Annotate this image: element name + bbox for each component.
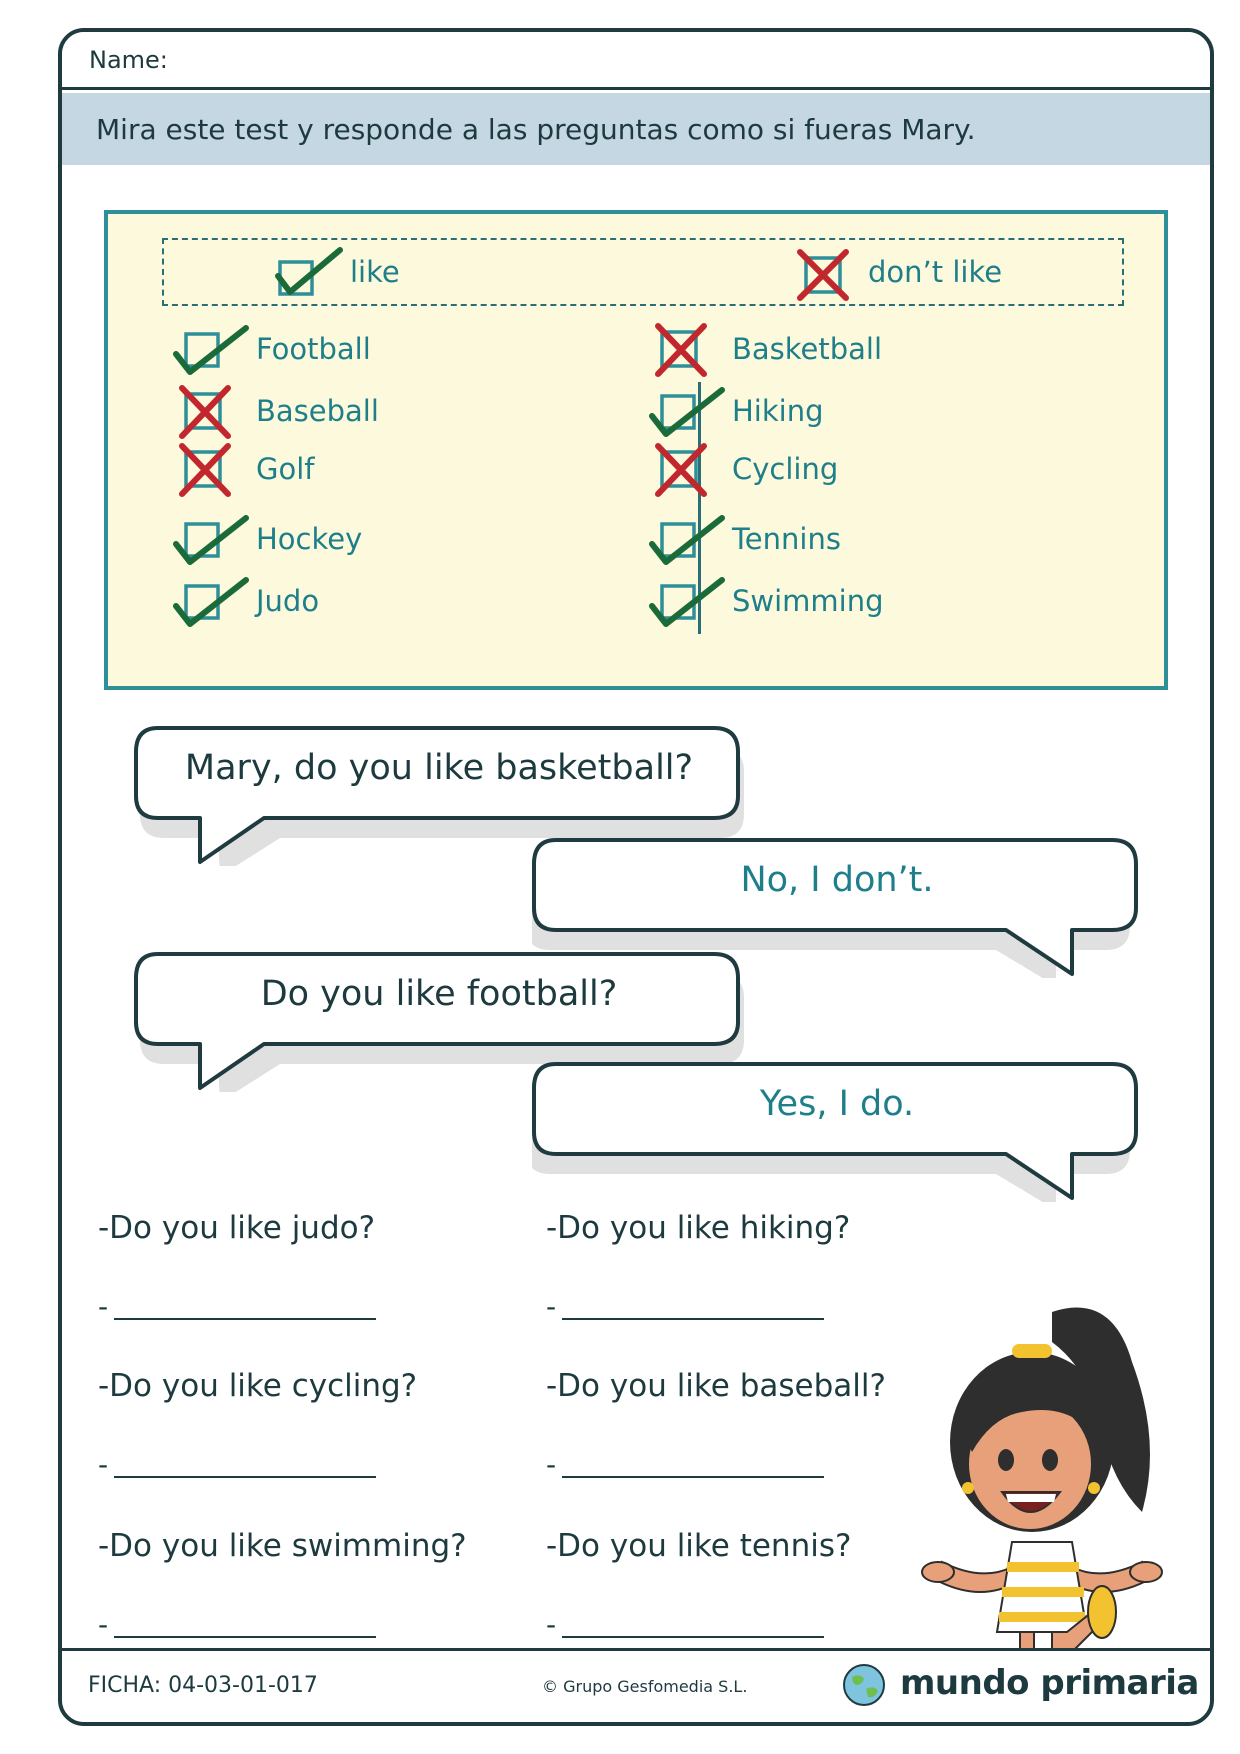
- sport-item: [648, 512, 988, 568]
- question-cycling: -Do you like cycling?: [98, 1368, 418, 1404]
- sport-item: [648, 574, 988, 630]
- question-hiking: -Do you like hiking?: [546, 1210, 851, 1246]
- answer-field-baseball[interactable]: [546, 1444, 826, 1481]
- check-box-icon: [648, 512, 728, 568]
- footer: [62, 1648, 1210, 1722]
- sport-label: Swimming: [732, 584, 884, 618]
- check-box-icon: [648, 574, 728, 630]
- preferences-test-box: [104, 210, 1168, 690]
- sport-item: [172, 322, 512, 378]
- legend-dislike-label: don’t like: [868, 255, 1003, 289]
- cross-box-icon: [172, 442, 252, 498]
- check-box-icon: [172, 322, 252, 378]
- instruction-text: Mira este test y responde a las preguntas como si fueras Mary.: [96, 113, 976, 146]
- answer-field-judo[interactable]: [98, 1286, 378, 1323]
- bubble-text: Yes, I do.: [759, 1084, 915, 1124]
- legend-like-label: like: [350, 255, 400, 289]
- sport-label: Cycling: [732, 452, 839, 486]
- like-mark: [172, 574, 252, 630]
- like-mark: [172, 512, 252, 568]
- name-label: Name:: [89, 46, 168, 74]
- dislike-mark: [648, 442, 728, 498]
- check-box-icon: [172, 512, 252, 568]
- answer-bubble: [532, 1062, 1142, 1202]
- sport-label: Golf: [256, 452, 315, 486]
- dislike-mark: [172, 442, 252, 498]
- check-box-icon: [274, 246, 346, 302]
- answer-prefix: -: [546, 1608, 557, 1641]
- dislike-mark: [172, 384, 252, 440]
- answer-prefix: -: [98, 1290, 109, 1323]
- question-tennis: -Do you like tennis?: [546, 1528, 852, 1564]
- name-bar: [62, 32, 1210, 90]
- sport-label: Basketball: [732, 332, 883, 366]
- sport-item: [648, 384, 988, 440]
- cross-box-icon: [794, 246, 866, 302]
- answer-field-hiking[interactable]: [546, 1286, 826, 1323]
- answer-field-tennis[interactable]: [546, 1604, 826, 1641]
- speech-bubble-shape: [532, 1062, 1142, 1202]
- like-mark: [648, 384, 728, 440]
- bubble-text: Do you like football?: [260, 974, 618, 1014]
- question-baseball: -Do you like baseball?: [546, 1368, 886, 1404]
- sport-item: [648, 442, 988, 498]
- answer-prefix: -: [546, 1290, 557, 1323]
- sport-item: [172, 442, 512, 498]
- sport-item: [172, 574, 512, 630]
- like-mark: [648, 574, 728, 630]
- check-box-icon: [172, 574, 252, 630]
- sport-label: Hiking: [732, 394, 824, 428]
- question-swimming: -Do you like swimming?: [98, 1528, 467, 1564]
- worksheet-code: FICHA: 04-03-01-017: [88, 1673, 318, 1698]
- instruction-bar: [62, 93, 1210, 165]
- cross-box-icon: [172, 384, 252, 440]
- legend: [162, 238, 1124, 306]
- sport-label: Hockey: [256, 522, 363, 556]
- answer-prefix: -: [546, 1448, 557, 1481]
- sport-item: [172, 384, 512, 440]
- answer-field-cycling[interactable]: [98, 1444, 378, 1481]
- cross-box-icon: [648, 322, 728, 378]
- like-mark: [172, 322, 252, 378]
- answer-field-swimming[interactable]: [98, 1604, 378, 1641]
- sport-item: [648, 322, 988, 378]
- answer-prefix: -: [98, 1608, 109, 1641]
- sport-label: Tennins: [732, 522, 841, 556]
- worksheet: [58, 28, 1214, 1726]
- copyright: © Grupo Gesfomedia S.L.: [542, 1677, 748, 1696]
- check-box-icon: [648, 384, 728, 440]
- bubble-text: No, I don’t.: [740, 860, 934, 900]
- girl-illustration: [902, 1282, 1182, 1682]
- like-mark: [648, 512, 728, 568]
- globe-icon: [842, 1663, 886, 1707]
- bubble-text: Mary, do you like basketball?: [184, 748, 694, 788]
- sport-item: [172, 512, 512, 568]
- brand-name: mundo primaria: [900, 1663, 1199, 1703]
- dislike-mark: [648, 322, 728, 378]
- answer-prefix: -: [98, 1448, 109, 1481]
- question-judo: -Do you like judo?: [98, 1210, 376, 1246]
- sport-label: Judo: [256, 584, 320, 618]
- sport-label: Football: [256, 332, 371, 366]
- cross-box-icon: [648, 442, 728, 498]
- sport-label: Baseball: [256, 394, 379, 428]
